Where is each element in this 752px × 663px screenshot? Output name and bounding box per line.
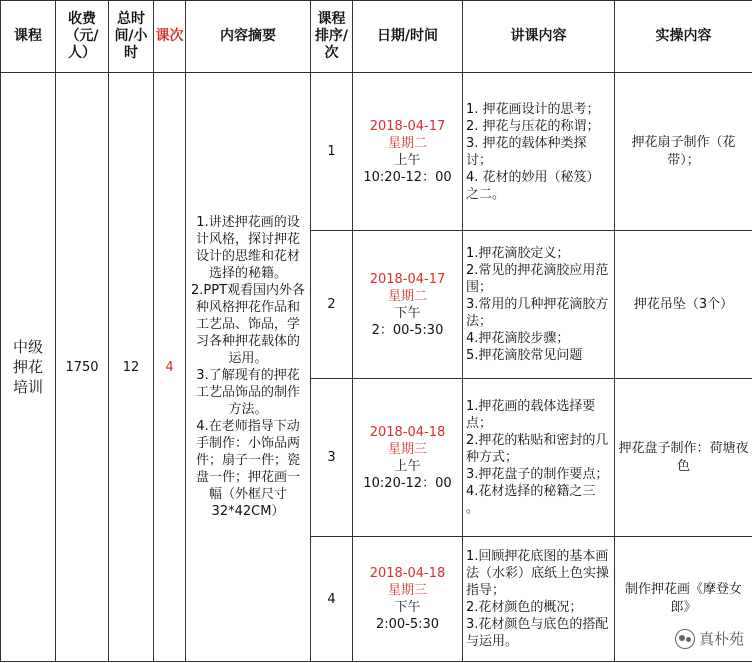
header-course: 课程: [1, 1, 56, 73]
header-lecture: 讲课内容: [463, 1, 615, 73]
row-practice: 押花吊坠（3个）: [615, 231, 752, 379]
row-order: 4: [311, 537, 353, 662]
lecture-item: 4.押花滴胶步骤；: [466, 331, 570, 346]
row-lecture: [463, 537, 615, 662]
course-name: 中级押花培训: [1, 73, 56, 662]
header-summary: 内容摘要: [186, 1, 311, 73]
row-time: 2:00-5:30: [375, 617, 440, 632]
row-time: 10:20-12：00: [363, 169, 452, 185]
row-order: 3: [311, 379, 353, 537]
lecture-item: 5.押花滴胶常见问题: [466, 348, 583, 363]
row-period: 下午: [394, 600, 421, 615]
row-weekday: 星期三: [387, 441, 427, 457]
watermark-text: 真朴苑: [698, 630, 744, 648]
course-sessions: 4: [154, 73, 186, 662]
lecture-item: 1. 押花画设计的思考；: [466, 101, 600, 117]
header-row: [1, 1, 752, 73]
lecture-item: 4. 花材的妙用（秘笈）之二。: [466, 169, 600, 202]
row-date: 2018-04-18: [369, 424, 446, 440]
row-order: 1: [311, 73, 353, 231]
lecture-item: 3.常用的几种押花滴胶方法；: [466, 297, 609, 329]
summary-item: 1.讲述押花画的设计风格，探讨押花设计的思维和花材选择的秘籍。: [195, 215, 300, 281]
lecture-item: 3. 押花的载体种类探讨；: [466, 135, 587, 168]
summary-item: 2.PPT观看国内外各种风格押花作品和工艺品、饰品，学习各种押花载体的运用。: [190, 283, 306, 366]
row-datetime: [353, 73, 463, 231]
header-fee: 收费（元/人）: [56, 1, 109, 73]
watermark: [673, 628, 746, 649]
row-datetime: [353, 537, 463, 662]
content-summary: [186, 73, 311, 662]
header-order: 课程排序/次: [311, 1, 353, 73]
lecture-item: 3.押花盘子的制作要点；: [466, 467, 609, 482]
table-row: [1, 73, 752, 231]
row-time: 10:20-12：00: [363, 475, 452, 491]
course-fee: 1750: [56, 73, 109, 662]
summary-item: 3.了解现有的押花工艺品饰品的制作方法。: [195, 368, 300, 417]
row-practice: 押花盘子制作：荷塘夜色: [615, 379, 752, 537]
row-lecture: [463, 231, 615, 379]
lecture-item: 2.押花的粘贴和密封的几种方式；: [466, 433, 609, 465]
lecture-item: 3.花材颜色与底色的搭配与运用。: [466, 617, 609, 649]
row-date: 2018-04-18: [369, 566, 446, 581]
row-time: 2：00-5:30: [371, 322, 444, 338]
lecture-item: 2.花材颜色的概况；: [466, 600, 583, 615]
row-order: 2: [311, 231, 353, 379]
row-practice: 押花扇子制作（花带）；: [615, 73, 752, 231]
row-weekday: 星期三: [387, 583, 427, 598]
row-date: 2018-04-17: [369, 118, 446, 134]
lecture-item: 4.花材选择的秘籍之三 。: [466, 484, 596, 516]
row-practice: 制作押花画《摩登女郎》: [615, 537, 752, 662]
header-practice: 实操内容: [615, 1, 752, 73]
row-lecture: [463, 379, 615, 537]
row-period: 上午: [394, 152, 421, 168]
lecture-item: 1.回顾押花底图的基本画法（水彩）底纸上色实操指导；: [466, 549, 610, 598]
lecture-item: 2.常见的押花滴胶应用范围；: [466, 263, 609, 295]
lecture-item: 1.押花滴胶定义；: [466, 246, 570, 261]
header-datetime: 日期/时间: [353, 1, 463, 73]
row-weekday: 星期二: [387, 288, 427, 304]
row-datetime: [353, 379, 463, 537]
wechat-icon: [675, 629, 695, 649]
row-lecture: [463, 73, 615, 231]
course-total-hours: 12: [109, 73, 154, 662]
lecture-item: 1.押花画的载体选择要点；: [466, 399, 596, 431]
lecture-item: 2. 押花与压花的称谓；: [466, 118, 600, 134]
header-total-hours: 总时间/小时: [109, 1, 154, 73]
row-date: 2018-04-17: [369, 271, 446, 287]
row-period: 上午: [394, 458, 421, 474]
summary-item: 4.在老师指导下动手制作：小饰品两件；扇子一件；瓷盘一件；押花画一幅（外框尺寸32*42CM）: [195, 419, 300, 519]
row-period: 下午: [394, 305, 421, 321]
row-weekday: 星期二: [387, 135, 427, 151]
row-datetime: [353, 231, 463, 379]
header-sessions: 课次: [154, 1, 186, 73]
